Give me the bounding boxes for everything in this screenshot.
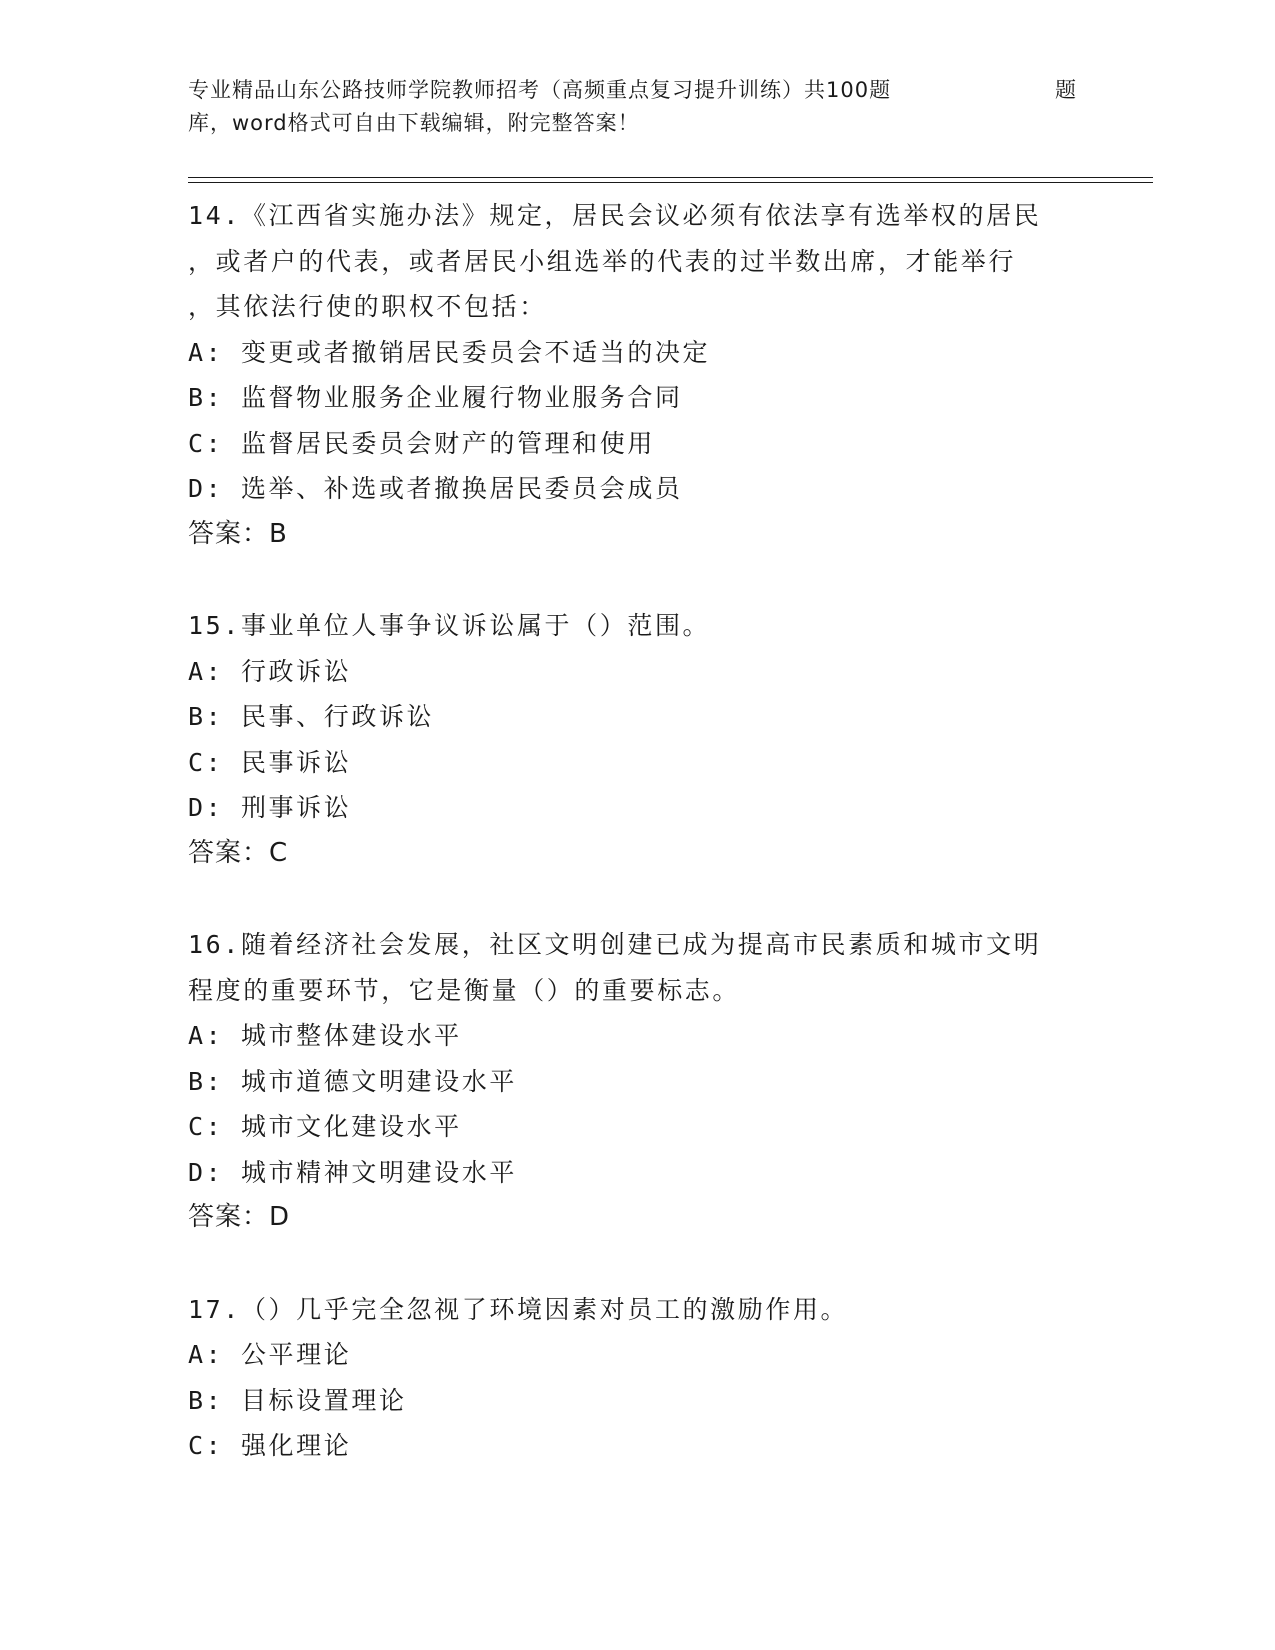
option-c: C: 城市文化建设水平: [188, 1112, 462, 1141]
question-14: [188, 193, 1088, 557]
option-a: A: 变更或者撤销居民委员会不适当的决定: [188, 337, 711, 367]
option-a: A: 城市整体建设水平: [188, 1021, 462, 1050]
option-b: B: 城市道德文明建设水平: [188, 1066, 517, 1096]
option-b: B: 监督物业服务企业履行物业服务合同: [188, 383, 683, 412]
question-text: 16.随着经济社会发展，社区文明创建已成为提高市民素质和城市文明: [188, 930, 1042, 959]
question-text: 程度的重要环节，它是衡量（）的重要标志。: [188, 975, 741, 1005]
header-title-tail: 题: [1055, 78, 1077, 102]
question-text: 15.事业单位人事争议诉讼属于（）范围。: [188, 611, 711, 640]
question-list: [188, 193, 1088, 1515]
question-text: 17.（）几乎完全忽视了环境因素对员工的激励作用。: [188, 1294, 849, 1324]
option-d: D: 选举、补选或者撤换居民委员会成员: [188, 474, 683, 503]
question-text: ，或者户的代表，或者居民小组选举的代表的过半数出席，才能举行: [188, 246, 1017, 276]
header-title-text: 专业精品山东公路技师学院教师招考（高频重点复习提升训练）共100题: [188, 78, 892, 102]
option-a: A: 行政诉讼: [188, 656, 352, 686]
option-c: C: 民事诉讼: [188, 747, 352, 777]
question-17: [188, 1287, 1088, 1469]
option-a: A: 公平理论: [188, 1340, 352, 1369]
question-15: [188, 603, 1088, 876]
header-line-2: 库，word格式可自由下载编辑，附完整答案！: [188, 111, 640, 135]
option-b: B: 目标设置理论: [188, 1385, 407, 1415]
answer-text: 答案：B: [188, 518, 288, 549]
question-text: 14.《江西省实施办法》规定，居民会议必须有依法享有选举权的居民: [188, 201, 1042, 230]
option-d: D: 城市精神文明建设水平: [188, 1157, 517, 1187]
question-text: ，其依法行使的职权不包括：: [188, 292, 547, 321]
question-16: [188, 922, 1088, 1241]
answer-text: 答案：D: [188, 1202, 291, 1232]
document-header: [188, 74, 1088, 140]
header-line-1: [188, 74, 1088, 107]
option-b: B: 民事、行政诉讼: [188, 702, 435, 731]
answer-text: 答案：C: [188, 837, 289, 868]
option-c: C: 强化理论: [188, 1431, 352, 1460]
option-c: C: 监督居民委员会财产的管理和使用: [188, 428, 655, 458]
option-d: D: 刑事诉讼: [188, 793, 352, 822]
header-divider-bottom: [188, 182, 1153, 183]
header-divider-top: [188, 177, 1153, 178]
